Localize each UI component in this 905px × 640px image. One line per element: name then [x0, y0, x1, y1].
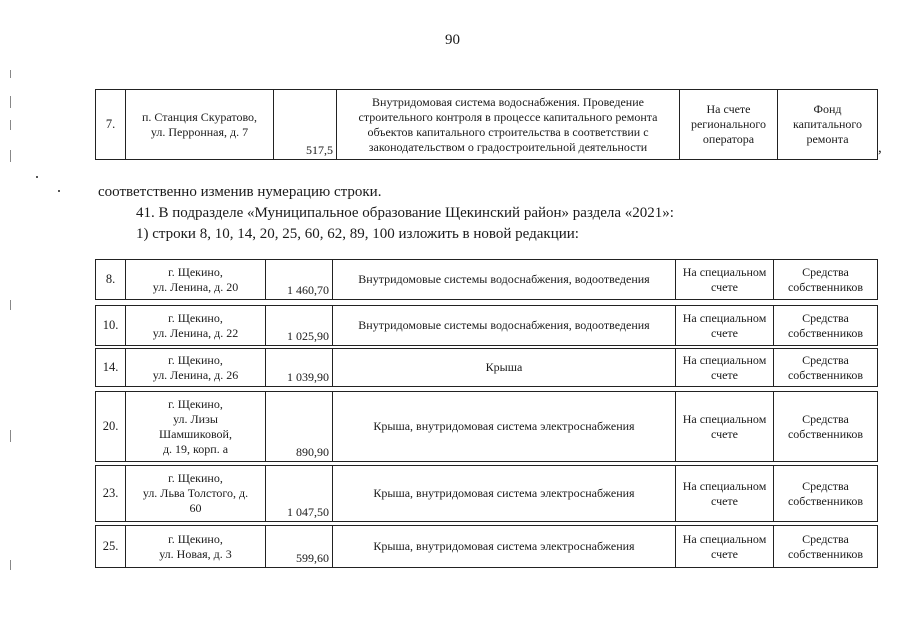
row-number: 20.: [96, 392, 126, 462]
funding-source-cell-line: собственников: [787, 367, 864, 382]
funding-source-cell-line: Средства: [802, 264, 849, 279]
row-table: [95, 305, 878, 346]
account-cell-line: счете: [710, 325, 739, 340]
area-cell: 1 039,90: [266, 349, 333, 387]
work-type-cell-line: Крыша: [485, 360, 523, 374]
table-row: [96, 392, 878, 462]
work-type-cell-line: строительного контроля в процессе капитального ремонта: [358, 109, 658, 124]
funding-source-cell-line: Средства: [802, 411, 849, 426]
address-cell-line: ул. Ленина, д. 26: [152, 367, 239, 382]
work-type-cell: [333, 392, 676, 462]
funding-source-cell: [774, 392, 878, 462]
row-number: 23.: [96, 466, 126, 522]
work-type-cell-line: законодательством о градостроительной деятельности: [368, 139, 648, 154]
account-cell-line: На специальном: [682, 478, 767, 493]
account-cell-line: счете: [710, 279, 739, 294]
row-number: 25.: [96, 526, 126, 568]
area-cell: 517,5: [274, 90, 337, 160]
margin-mark: [10, 70, 11, 78]
funding-source-cell: [778, 90, 878, 160]
item-1-paragraph: 1) строки 8, 10, 14, 20, 25, 60, 62, 89, 100 изложить в новой редакции:: [136, 226, 579, 242]
address-cell-line: ул. Новая, д. 3: [159, 546, 232, 561]
address-cell-line: п. Станция Скуратово,: [141, 109, 258, 124]
trailing-comma: ,: [878, 140, 882, 156]
row-number: 14.: [96, 349, 126, 387]
address-cell-line: г. Щекино,: [168, 396, 223, 411]
funding-source-cell-line: капитального: [793, 117, 862, 131]
funding-source-cell: [774, 349, 878, 387]
account-cell: [676, 260, 774, 300]
work-type-cell-line: Внутридомовые системы водоснабжения, водоотведения: [358, 318, 650, 332]
area-cell: 1 460,70: [266, 260, 333, 300]
margin-mark: [10, 96, 11, 108]
table-row: [96, 260, 878, 300]
funding-source-cell-line: собственников: [787, 279, 864, 294]
work-type-cell: [333, 349, 676, 387]
funding-source-cell-line: собственников: [787, 546, 864, 561]
address-cell-line: г. Щекино,: [168, 310, 223, 325]
row-number: 10.: [96, 306, 126, 346]
address-cell: [126, 392, 266, 462]
account-cell: [676, 466, 774, 522]
area-cell: 1 047,50: [266, 466, 333, 522]
work-type-cell-line: Внутридомовая система водоснабжения. Проведение: [372, 94, 644, 109]
funding-source-cell-line: ремонта: [806, 132, 849, 146]
work-type-cell-line: объектов капитального строительства в соответствии с: [367, 124, 649, 139]
account-cell: [680, 90, 778, 160]
funding-source-cell-line: собственников: [787, 493, 864, 508]
row-table: [95, 348, 878, 387]
address-cell-line: ул. Лизы: [173, 411, 218, 426]
funding-source-cell-line: Фонд: [813, 102, 842, 116]
work-type-cell-line: Крыша, внутридомовая система электроснабжения: [373, 419, 635, 433]
table-row: [96, 90, 878, 160]
row-table: [95, 391, 878, 462]
address-cell: [126, 526, 266, 568]
work-type-cell: [333, 526, 676, 568]
margin-mark: [10, 300, 11, 310]
address-cell-line: 60: [189, 501, 202, 515]
table-row: [96, 306, 878, 346]
top-table: [95, 89, 878, 160]
account-cell-line: На счете: [706, 102, 751, 116]
address-cell-line: г. Щекино,: [168, 531, 223, 546]
address-cell-line: г. Щекино,: [168, 471, 223, 485]
account-cell-line: На специальном: [682, 310, 767, 325]
account-cell-line: регионального: [690, 117, 767, 131]
address-cell: [126, 90, 274, 160]
funding-source-cell-line: Средства: [802, 310, 849, 325]
table-row: [96, 526, 878, 568]
address-cell-line: ул. Ленина, д. 20: [152, 279, 239, 294]
area-cell: 1 025,90: [266, 306, 333, 346]
account-cell-line: счете: [710, 426, 739, 441]
row-table: [95, 259, 878, 300]
work-type-cell-line: Крыша, внутридомовая система электроснабжения: [373, 486, 635, 500]
address-cell-line: Шамшиковой,: [159, 426, 232, 441]
row-number: 8.: [96, 260, 126, 300]
work-type-cell-line: Внутридомовые системы водоснабжения, водоотведения: [358, 272, 650, 286]
account-cell-line: оператора: [702, 132, 755, 146]
account-cell-line: На специальном: [682, 531, 767, 546]
funding-source-cell-line: Средства: [802, 531, 849, 546]
funding-source-cell: [774, 466, 878, 522]
address-cell: [126, 466, 266, 522]
funding-source-cell: [774, 306, 878, 346]
row-table: [95, 525, 878, 568]
margin-mark: [10, 560, 11, 570]
address-cell-line: д. 19, корп. а: [162, 441, 229, 456]
funding-source-cell-line: Средства: [802, 352, 849, 367]
account-cell-line: счете: [710, 367, 739, 382]
account-cell: [676, 306, 774, 346]
funding-source-cell-line: Средства: [802, 478, 849, 493]
work-type-cell: [333, 260, 676, 300]
work-type-cell-line: Крыша, внутридомовая система электроснабжения: [373, 539, 635, 553]
margin-dot: [36, 176, 38, 178]
address-cell: [126, 306, 266, 346]
funding-source-cell-line: собственников: [787, 325, 864, 340]
funding-source-cell-line: собственников: [787, 426, 864, 441]
table-row: [96, 349, 878, 387]
item-41-paragraph: 41. В подразделе «Муниципальное образование Щекинский район» раздела «2021»:: [136, 205, 674, 221]
address-cell-line: г. Щекино,: [168, 264, 223, 279]
account-cell: [676, 349, 774, 387]
row-table: [95, 465, 878, 522]
address-cell-line: г. Щекино,: [168, 352, 223, 367]
renumber-paragraph: соответственно изменив нумерацию строки.: [98, 184, 382, 200]
margin-mark: [10, 430, 11, 442]
row-number: 7.: [96, 90, 126, 160]
account-cell: [676, 526, 774, 568]
account-cell-line: На специальном: [682, 411, 767, 426]
table-row: [96, 466, 878, 522]
address-cell: [126, 349, 266, 387]
account-cell-line: счете: [710, 546, 739, 561]
margin-dot: [58, 190, 60, 192]
work-type-cell: [333, 306, 676, 346]
account-cell: [676, 392, 774, 462]
address-cell: [126, 260, 266, 300]
account-cell-line: На специальном: [682, 264, 767, 279]
margin-mark: [10, 120, 11, 130]
area-cell: 890,90: [266, 392, 333, 462]
funding-source-cell: [774, 526, 878, 568]
funding-source-cell: [774, 260, 878, 300]
area-cell: 599,60: [266, 526, 333, 568]
address-cell-line: ул. Льва Толстого, д.: [142, 486, 249, 500]
account-cell-line: счете: [710, 493, 739, 508]
address-cell-line: ул. Перронная, д. 7: [150, 124, 249, 139]
work-type-cell: [337, 90, 680, 160]
work-type-cell: [333, 466, 676, 522]
account-cell-line: На специальном: [682, 352, 767, 367]
address-cell-line: ул. Ленина, д. 22: [152, 325, 239, 340]
margin-mark: [10, 150, 11, 162]
page-number: 90: [445, 32, 460, 48]
